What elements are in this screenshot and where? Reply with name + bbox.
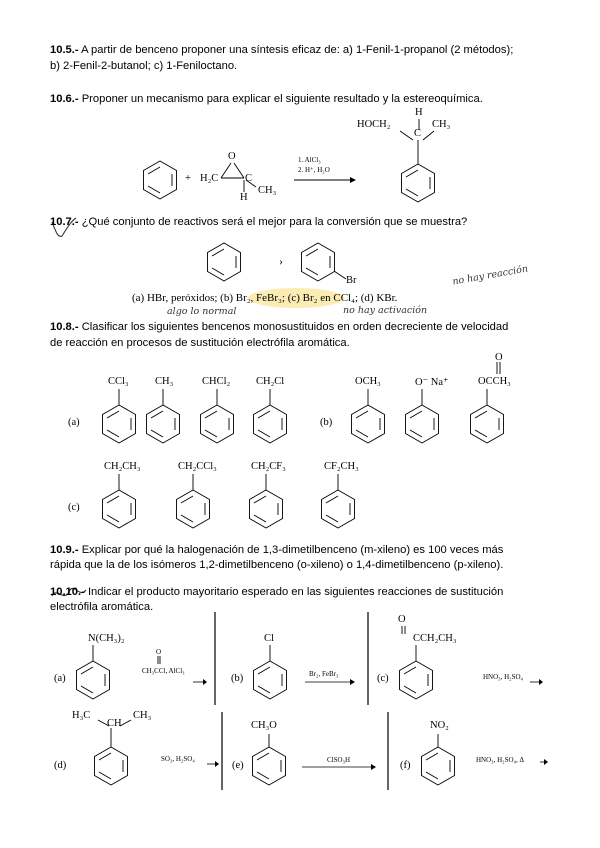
condition-1: 1. AlCl₃ [298,156,321,164]
reaction-label-b: (b) [231,673,244,684]
reaction-label-a: (a) [54,673,66,684]
problem-text: Proponer un mecanismo para explicar el siguiente resultado y la estereoquímica. [78,93,483,105]
product-hoch2: HOCH₂ [357,119,391,130]
substituent: CH₂CF₃ [251,461,286,472]
substituent: CCl₃ [108,376,129,387]
arrowhead-106 [350,177,356,183]
bromo-label: Br [346,275,357,286]
problem-number: 10.5.- [50,44,79,56]
problem-10-8 [50,320,508,334]
methyl-right-d: CH₃ [133,710,152,721]
substituent: CH₂CH₃ [104,461,141,472]
group-label-a: (a) [68,417,80,428]
problem-10-5 [50,43,513,57]
reaction-label-f: (f) [400,760,411,771]
product-c: C [414,128,422,139]
plus-sign: + [185,173,191,184]
reagent-b: Br₂, FeBr₃ [309,670,339,678]
problem-text-line: de reacción en procesos de sustitución electrófila aromática. [50,337,350,349]
problem-text-line: electrófila aromática. [50,601,154,613]
group-label-c: (c) [68,502,80,513]
reagent-c: C [245,173,253,184]
substituent: OCCH₃ [478,376,511,387]
problem-10-9 [50,543,503,557]
carbonyl-o-c: O [398,614,406,625]
conversion-arrow: › [279,254,283,268]
reagent-h: H [240,192,248,203]
problem-text-line: rápida que la de los isómeros 1,2-dimetilbenceno (o-xileno) o 1,4-dimetilbenceno (p-xileno). [50,559,504,571]
reagent-o: O [228,151,236,162]
substituent: CH₂CCl₃ [178,461,217,472]
condition-2: 2. H⁺, H₂O [298,166,330,174]
benzene-ring-107-reactant [208,243,241,281]
substituent-f: NO₂ [430,720,449,731]
problem-text-line: b) 2-Fenil-2-butanol; c) 1-Feniloctano. [50,60,238,72]
benzene-ring-106-reactant [144,161,177,199]
problem-text: ¿Qué conjunto de reactivos será el mejor para la conversión que se muestra? [78,216,468,228]
substituent-c: CCH₂CH₃ [413,633,457,644]
reagent-f: HNO₃, H₂SO₄, Δ [476,756,524,764]
methyl-left-d: H₃C [72,710,91,721]
reaction-label-d: (d) [54,760,67,771]
substituent: OCH₃ [355,376,381,387]
problem-number: 10.6.- [50,93,79,105]
substituent: CHCl₂ [202,376,231,387]
substituent-a: N(CH₃)₂ [88,633,125,644]
carbonyl-o: O [495,352,503,363]
product-bonds-106 [400,119,434,164]
benzene-ring-106-product [402,164,435,202]
problem-number: 10.9.- [50,544,79,556]
ch-d: CH [107,718,122,729]
substituent: O⁻ Na⁺ [415,377,449,388]
problem-number: 10.10.- [50,586,85,598]
reagent-h2c: H₂C [200,173,219,184]
bromobenzene-ring-107 [302,243,335,281]
problem-text: Explicar por qué la halogenación de 1,3-dimetilbenceno (m-xileno) es 100 veces más [78,544,504,556]
reaction-label-c: (c) [377,673,389,684]
reaction-label-e: (e) [232,760,244,771]
problem-10-6 [50,92,483,106]
substituent: CH₂Cl [256,376,285,387]
carbonyl-o-a: O [156,648,162,656]
reagent-e: ClSO₃H [327,756,351,764]
product-h: H [415,107,423,118]
reagent-ch3: CH₃ [258,185,277,196]
substituent-b: Cl [264,633,274,644]
problem-text: Indicar el producto mayoritario esperado en las siguientes reacciones de sustitución [84,586,504,598]
problem-number: 10.7.- [50,216,79,228]
handwritten-note-2: no hay activación [343,305,428,316]
problem-text: Clasificar los siguientes bencenos monosustituidos en orden decreciente de velocidad [78,321,509,333]
handwritten-note-1: algo lo normal [167,306,237,317]
problem-number: 10.8.- [50,321,79,333]
problem-10-10 [50,585,503,599]
problem-text: A partir de benceno proponer una síntesis eficaz de: a) 1-Fenil-1-propanol (2 métodos); [78,44,514,56]
reagent-a: CH₃CCl, AlCl₃ [142,667,185,675]
product-ch3: CH₃ [432,119,451,130]
reagent-d: SO₃, H₂SO₄ [161,755,195,763]
substituent: CF₂CH₃ [324,461,359,472]
handwritten-note-3: no hay reacción [451,263,529,288]
problem-10-7 [50,215,467,229]
group-label-b: (b) [320,417,333,428]
substituent-e: CH₃O [251,720,277,731]
reagent-options: (a) HBr, peróxidos; (b) Br₂, FeBr₃; (c) Br₂ en CCl₄; (d) KBr. [132,292,398,304]
substituent: CH₃ [155,376,174,387]
reagent-c: HNO₃, H₂SO₄ [483,673,523,681]
